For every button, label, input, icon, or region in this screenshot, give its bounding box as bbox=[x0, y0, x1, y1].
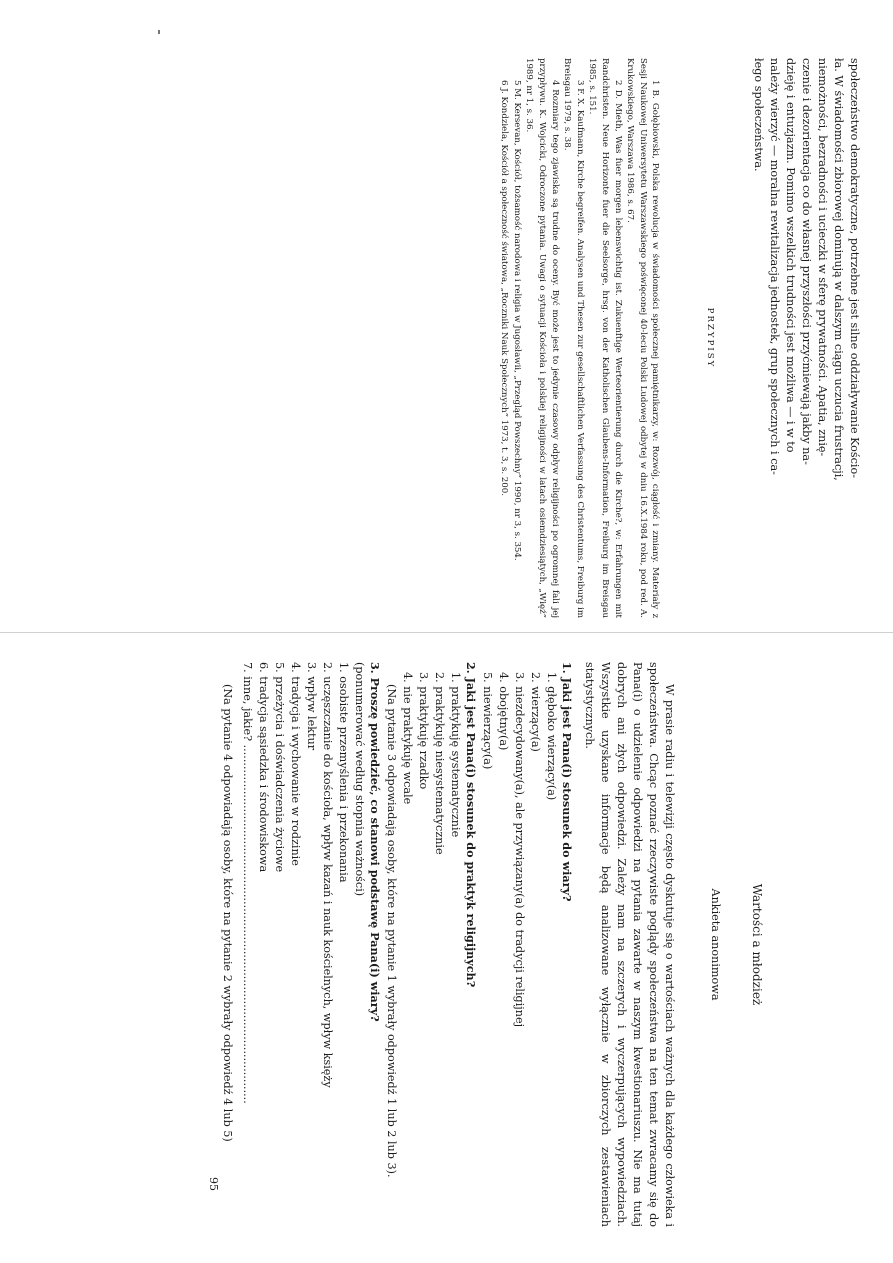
answer-option: 3. praktykuję rzadko bbox=[417, 672, 430, 790]
survey-subtitle: Ankieta anonimowa bbox=[709, 888, 722, 1001]
body-line: ła. W świadomości zbiorowej dominują w dalszym ciągu uczucia frustracji, bbox=[832, 58, 845, 481]
survey-note: (Na pytanie 4 odpowiadają osoby, które na pytanie 2 wybrały odpowiedź 4 lub 5) bbox=[221, 684, 234, 1142]
answer-option: 3. wpływ lektur bbox=[305, 662, 318, 751]
body-line: niemożności, bezradności i ucieczki w sferę prywatności. Apatia, znię- bbox=[816, 58, 829, 457]
bottom-page bbox=[207, 662, 765, 1227]
survey-note: (Na pytanie 3 odpowiadają osoby, które na pytanie 1 wybrały odpowiedź 1 lub 2 lub 3). bbox=[385, 684, 398, 1178]
top-body-text bbox=[750, 58, 862, 618]
answer-option: 7. inne, jakie? ..................................................................................................... bbox=[241, 662, 254, 1104]
body-line: dzieję i entuzjazm. Pomimo wszelkich trudności jest możliwa — i w to bbox=[784, 58, 797, 453]
footnotes-heading: PRZYPISY bbox=[705, 307, 715, 369]
answer-option: 2. uczęszczanie do kościoła, wpływ kazań i nauk kościelnych, wpływ księży bbox=[321, 662, 334, 1088]
answer-option: 1. głęboko wierzący(a) bbox=[545, 672, 558, 801]
answer-option: 5. przeżycia i doświadczenia życiowe bbox=[273, 662, 286, 873]
answer-option: 4. obojętny(a) bbox=[497, 672, 510, 751]
body-line: czenie i dezorientacja co do własnej przyszłości przyćmiewają jakby na- bbox=[800, 58, 813, 465]
answer-option: 5. niewierzący(a) bbox=[481, 672, 494, 770]
answer-option: 2. wierzący(a) bbox=[529, 672, 542, 752]
section-title: Wartości a młodzież bbox=[750, 883, 764, 1006]
answer-option: 4. tradycja i wychowanie w rodzinie bbox=[289, 662, 302, 866]
intro-paragraph: W prasie radiu i telewizji często dyskutuje się o wartościach ważnych dla każdego człowieka i społeczeństwa. Chcąc poznać rzeczywiste poglądy społeczeństwa na ten temat zwracamy się do Pana(i) o udzielenie odpowiedzi na pytania zawarte w naszym kwestionariuszu. Nie ma tutaj dobrych ani złych odpowiedzi. Zależy nam na szczerych i wyczerpujących wypowiedziach. Wszystkie uzyskane informacje będą analizowane wyłącznie w zbiorczych zestawieniach statystycznych. bbox=[583, 662, 676, 1227]
body-line: łego społeczeństwa. bbox=[752, 58, 765, 172]
footnote: 3 F. X. Kaufmann, Kirche begreifen. Analysen und Thesen zur gesellschaftlichen Verfassung des Christentums, Freiburg im Breisgau 1979, s. 38. bbox=[562, 58, 585, 618]
footnotes bbox=[498, 58, 662, 618]
question-1: 1. Jaki jest Pana(i) stosunek do wiary? bbox=[560, 662, 574, 902]
question-3: 3. Proszę powiedzieć, co stanowi podstawę Pana(i) wiary? bbox=[368, 662, 382, 1022]
question-instruction: (ponumerować według stopnia ważności) bbox=[353, 662, 366, 897]
footnote: 2 D. Mieth, Was fuer morgen lebenswichtig ist. Zukuenftige Werteorientierung durch die Kirche?, w: Erfahrungen mit Randchristen. Neue Horizonte fuer die Seelsorge, hrsg. von der Katholischen Glaubens-Information, Freiburg im Breisgau 1985, s. 151. bbox=[587, 58, 623, 618]
answer-option: 2. praktykuję niesystematycznie bbox=[433, 672, 446, 855]
answer-option: 4. nie praktykuję wcale bbox=[401, 672, 414, 805]
answer-option: 1. osobiste przemyślenia i przekonania bbox=[337, 662, 350, 883]
scan-speck bbox=[158, 30, 160, 34]
page-divider bbox=[0, 632, 893, 633]
body-line: społeczeństwo demokratyczne, potrzebne jest silne oddziaływanie Kościo- bbox=[848, 58, 861, 479]
footnote: 4 Rozmiary tego zjawiska są trudne do oceny. Być może jest to jedynie czasowy odpływ religijności po ogromnej fali jej przypływu. K. Wojcicki, Odroczone pytania. Uwagi o sytuacji Kościoła i polskiej religijności w latach osiemdziesiątych, „Więź” 1989, nr 1, s. 36. bbox=[524, 58, 560, 618]
body-line: należy wierzyć — moralna rewitalizacja jednostek, grup społecznych i ca- bbox=[768, 58, 781, 475]
footnote: 5 M. Kersevan, Kościół, tożsamość narodowa i religia w Jugosławii, „Przegląd Powszechny” 1990, nr 3, s. 354. bbox=[511, 80, 522, 561]
top-page bbox=[498, 58, 862, 618]
footnote: 6 J. Kondziela, Kościół a społeczność światowa, „Roczniki Nauk Społecznych” 1973, t. 3, s. 200. bbox=[499, 80, 510, 496]
answer-option: 3. niezdecydowany(a), ale przywiązany(a) do tradycji religijnej bbox=[513, 672, 526, 1028]
answer-option: 1. praktykuję systematycznie bbox=[449, 672, 462, 838]
footnote: 1 B. Gołębiowski, Polska rewolucja w świadomości społecznej pamiętnikarzy, w: Rozwój, ciągłość i zmiany. Materiały z Sesji Naukowej Uniwersytetu Warszawskiego poświęconej 40-leciu Polski Ludowej odbytej w dniu 16.X.1984 roku, pod red. A. Krukowskiego, Warszawa 1986, s. 67. bbox=[625, 58, 661, 618]
answer-option: 6. tradycja sąsiedzka i środowiskowa bbox=[257, 662, 270, 873]
question-2: 2. Jaki jest Pana(i) stosunek do praktyk religijnych? bbox=[464, 662, 478, 988]
page-number: 95 bbox=[207, 1177, 220, 1191]
